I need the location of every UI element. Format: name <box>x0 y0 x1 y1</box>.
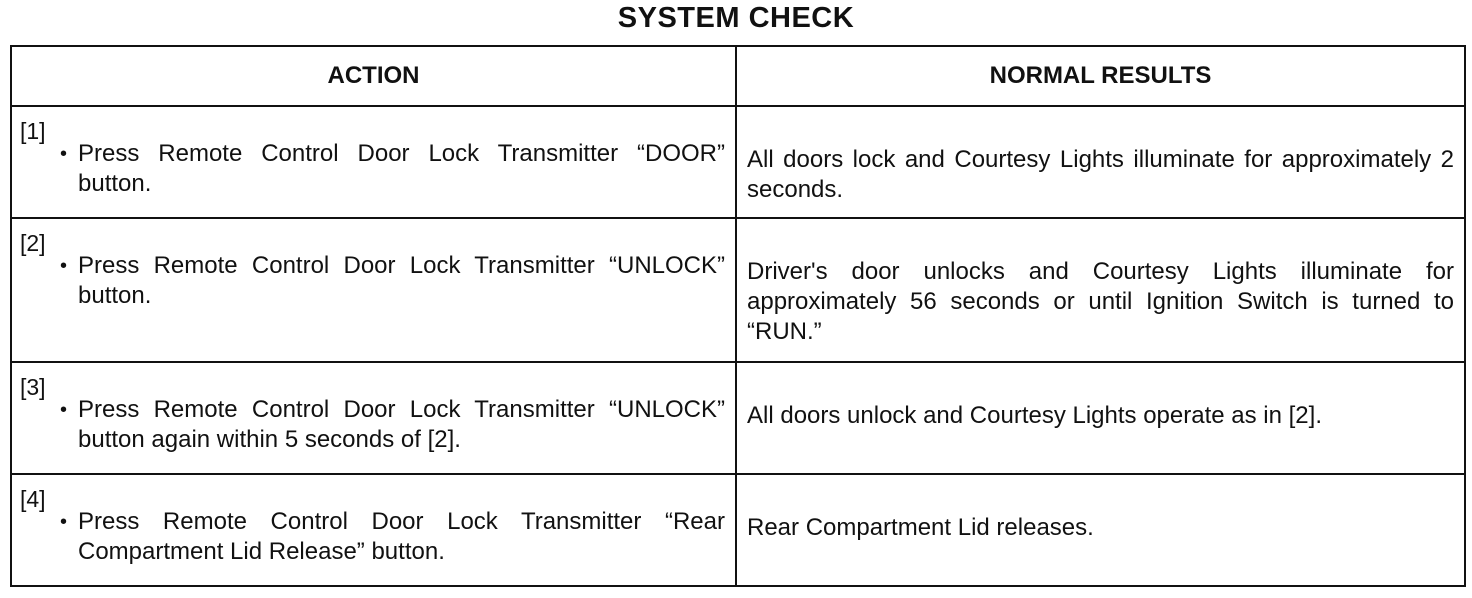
step-number: [1] <box>20 118 46 144</box>
table-row <box>11 106 1465 218</box>
normal-results-column-header: NORMAL RESULTS <box>736 46 1465 106</box>
action-cell <box>11 362 736 474</box>
action-cell <box>11 218 736 362</box>
step-number: [4] <box>20 486 46 512</box>
system-check-table <box>10 45 1466 587</box>
bullet-icon: • <box>60 399 68 421</box>
result-cell <box>736 106 1465 218</box>
table-header-row <box>11 46 1465 106</box>
result-cell <box>736 218 1465 362</box>
step-number: [3] <box>20 374 46 400</box>
step-number: [2] <box>20 230 46 256</box>
table-row <box>11 218 1465 362</box>
bullet-icon: • <box>60 143 68 165</box>
result-text: All doors lock and Courtesy Lights illuminate for approximately 2 seconds. <box>747 146 1454 203</box>
result-cell <box>736 474 1465 586</box>
bullet-icon: • <box>60 255 68 277</box>
result-text: Driver's door unlocks and Courtesy Lights illuminate for approximately 56 seconds or until Ignition Switch is turned to “RUN.” <box>747 258 1454 345</box>
action-text: Press Remote Control Door Lock Transmitter “Rear Compartment Lid Release” button. <box>78 508 725 565</box>
table-row <box>11 474 1465 586</box>
page-title: SYSTEM CHECK <box>617 2 855 34</box>
table-row <box>11 362 1465 474</box>
bullet-icon: • <box>60 511 68 533</box>
action-text: Press Remote Control Door Lock Transmitter “UNLOCK” button again within 5 seconds of [2]. <box>78 396 725 453</box>
action-cell <box>11 474 736 586</box>
result-cell <box>736 362 1465 474</box>
action-cell <box>11 106 736 218</box>
action-text: Press Remote Control Door Lock Transmitter “UNLOCK” button. <box>78 252 725 309</box>
action-column-header: ACTION <box>11 46 736 106</box>
result-text: All doors unlock and Courtesy Lights operate as in [2]. <box>747 402 1322 429</box>
action-text: Press Remote Control Door Lock Transmitter “DOOR” button. <box>78 140 725 197</box>
result-text: Rear Compartment Lid releases. <box>747 514 1094 541</box>
